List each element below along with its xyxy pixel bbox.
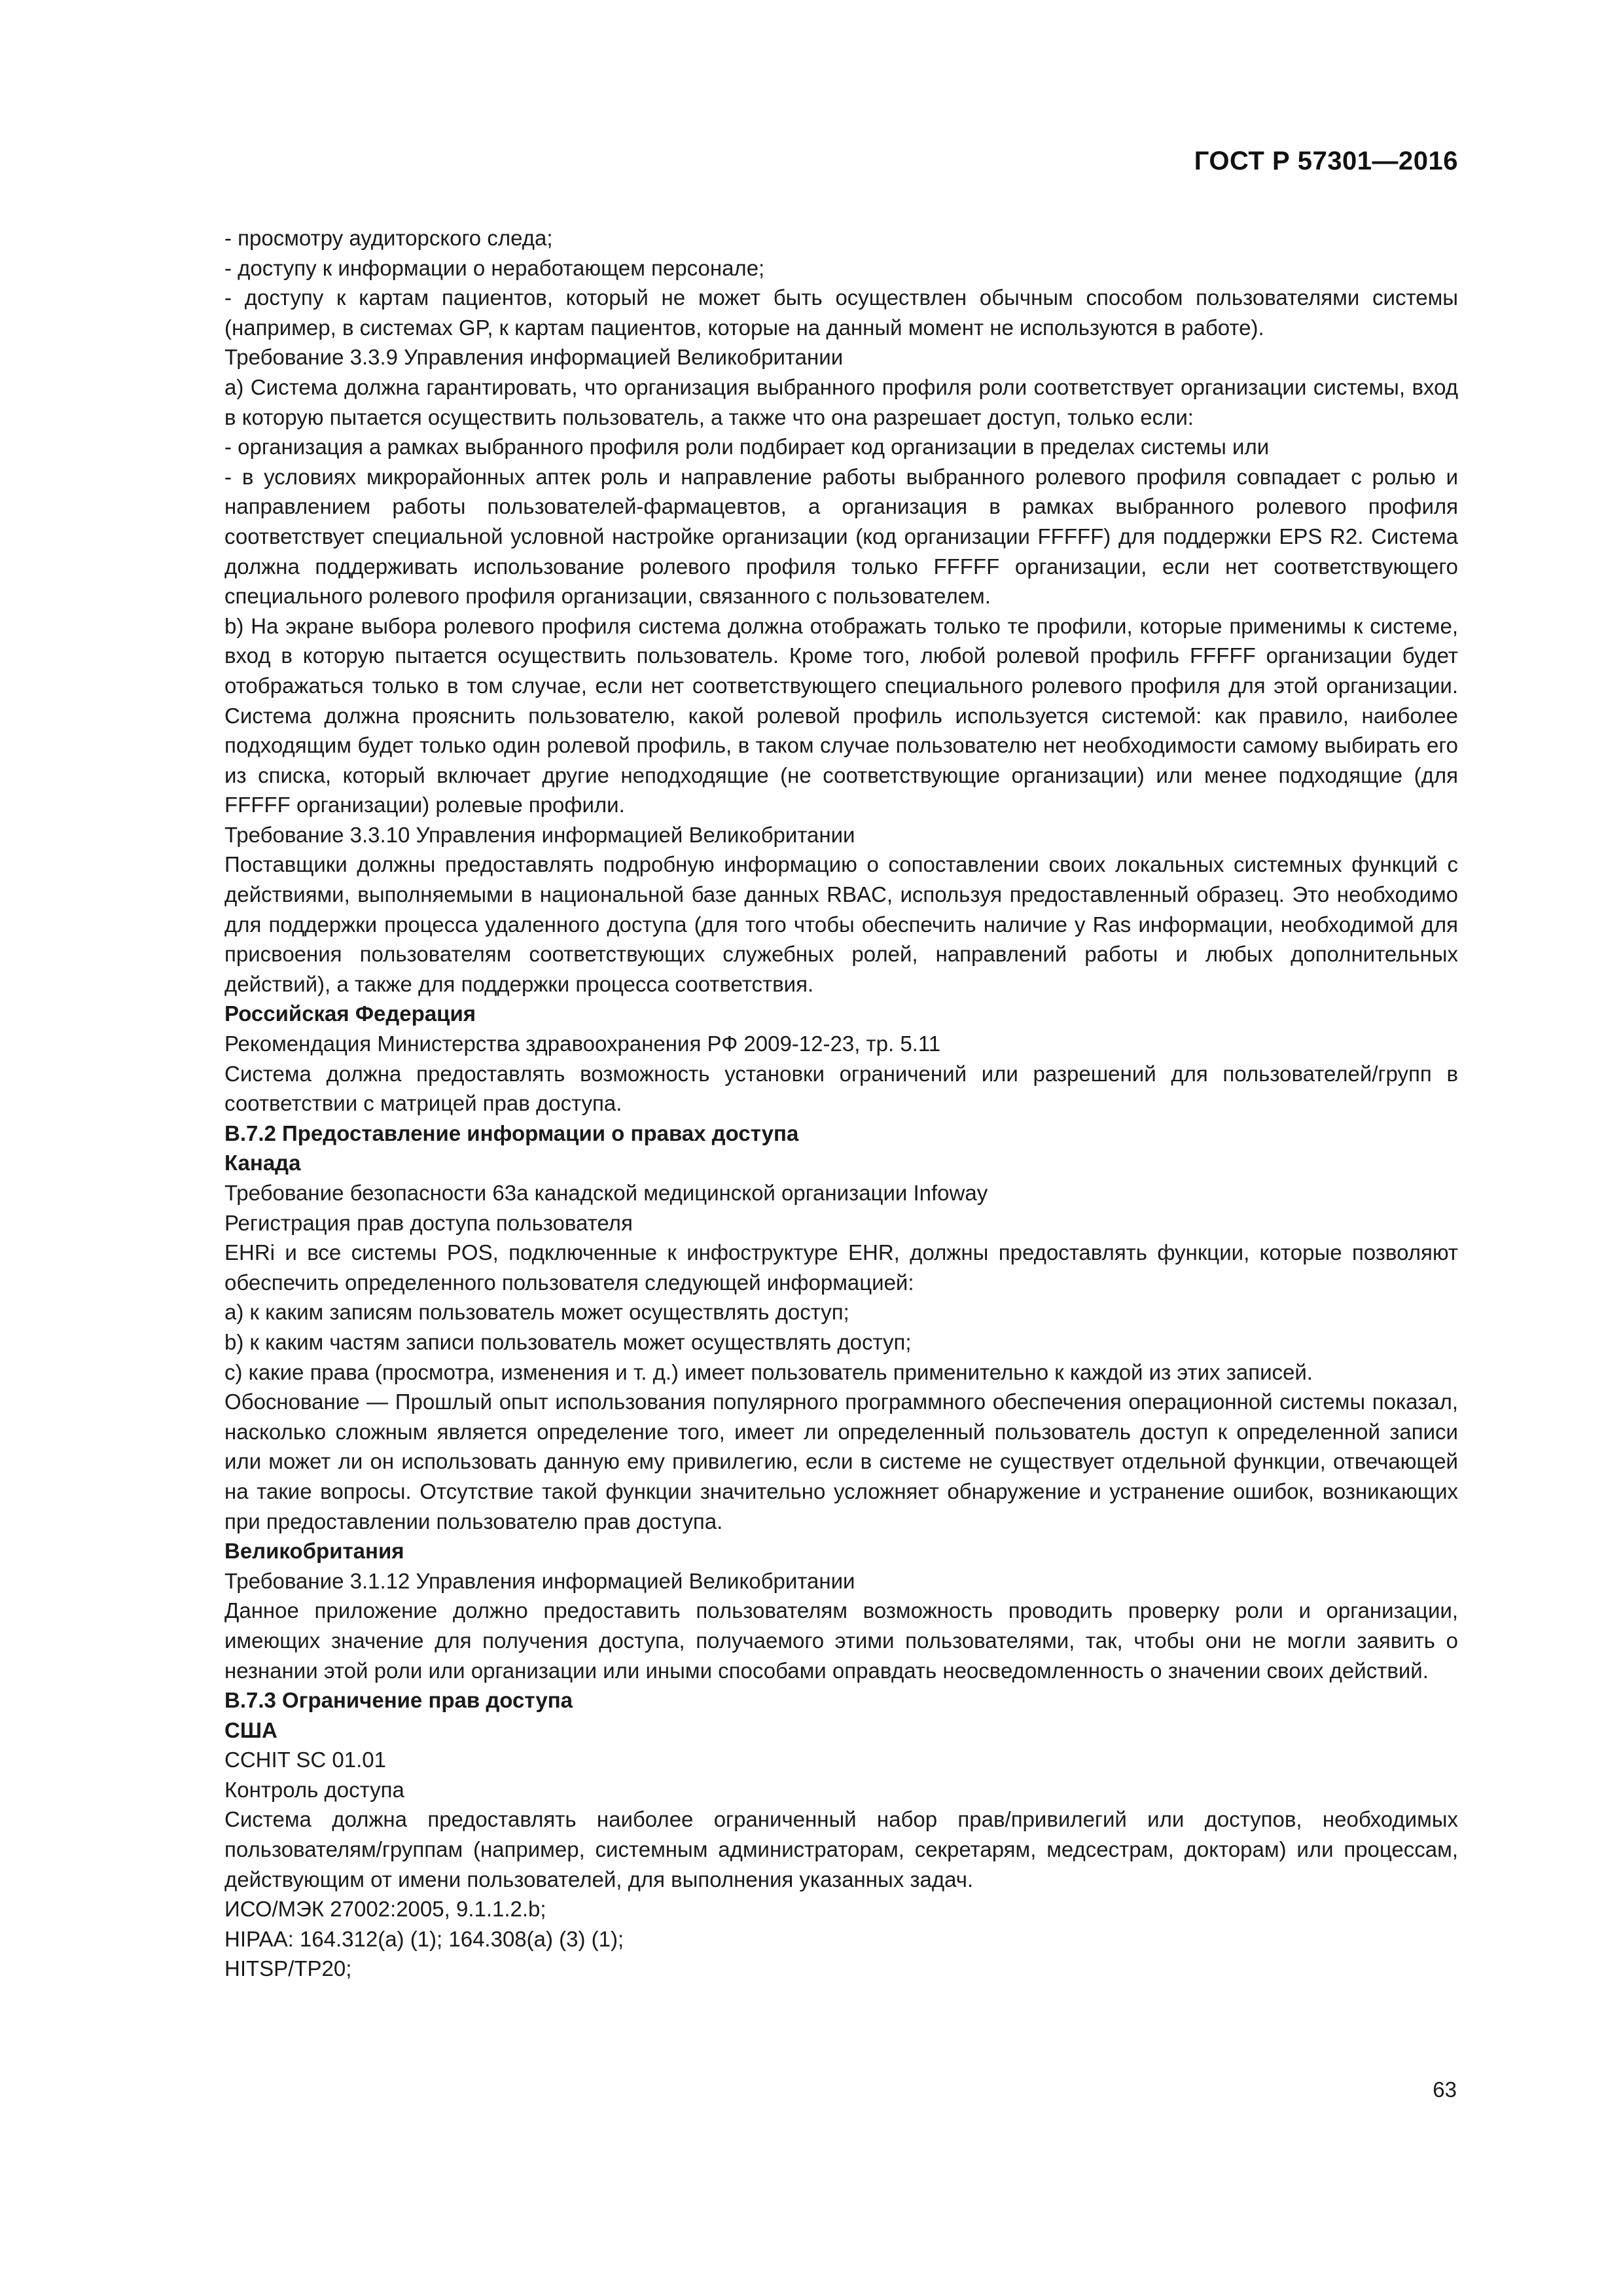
paragraph: - в условиях микрорайонных аптек роль и направление работы выбранного ролевого профиля совпадает с ролью и направлением работы пользователей-фармацевтов, а организация в рамках выбранного ролевого профиля соответствует специальной условной настройке организации (код организации FFFFF) для поддержки EPS R2. Система должна поддерживать использование ролевого профиля только FFFFF организации, если нет соответствующего специального ролевого профиля организации, связанного с пользователем. — [224, 464, 1458, 609]
paragraph: Данное приложение должно предоставить пользователям возможность проводить проверку роли и организации, имеющих значение для получения доступа, получаемого этими пользователями, так, чтобы они не могли заявить о незнании этой роли или организации или иными способами оправдать неосведомленность о значении своих действий. — [224, 1598, 1458, 1683]
paragraph: b) к каким частям записи пользователь может осуществлять доступ; — [224, 1329, 912, 1354]
paragraph: - доступу к информации о неработающем персонале; — [224, 255, 765, 280]
paragraph: Обоснование — Прошлый опыт использования популярного программного обеспечения операционной системы показал, насколько сложным является определение того, имеет ли определенный пользователь доступ к определенной записи или может ли он использовать данную ему привилегию, если в системе не существует отдельной функции, отвечающей на такие вопросы. Отсутствие такой функции значительно усложняет обнаружение и устранение ошибок, возникающих при предоставлении пользователю прав доступа. — [224, 1390, 1458, 1534]
paragraph: HITSP/TP20; — [224, 1956, 352, 1981]
section-heading: Российская Федерация — [224, 1001, 476, 1026]
paragraph: Требование 3.3.10 Управления информацией Великобритании — [224, 822, 855, 847]
paragraph: EHRi и все системы POS, подключенные к инфоструктуре EHR, должны предоставлять функции, которые позволяют обеспечить определенного пользователя следующей информацией: — [224, 1240, 1458, 1295]
paragraph: - доступу к картам пациентов, который не может быть осуществлен обычным способом пользователями системы (например, в системах GP, к картам пациентов, которые на данный момент не используются в работе). — [224, 285, 1458, 340]
paragraph: - просмотру аудиторского следа; — [224, 226, 553, 250]
section-heading: Канада — [224, 1151, 301, 1175]
paragraph: Требование безопасности 63а канадской медицинской организации Infoway — [224, 1181, 988, 1205]
section-heading: В.7.3 Ограничение прав доступа — [224, 1688, 573, 1713]
paragraph: Требование 3.3.9 Управления информацией Великобритании — [224, 345, 844, 370]
paragraph: ИСО/МЭК 27002:2005, 9.1.1.2.b; — [224, 1897, 546, 1922]
paragraph: - организация а рамках выбранного профиля роли подбирает код организации в пределах системы или — [224, 435, 1270, 459]
paragraph: Рекомендация Министерства здравоохранения РФ 2009-12-23, тр. 5.11 — [224, 1031, 941, 1056]
section-heading: В.7.2 Предоставление информации о правах доступа — [224, 1121, 799, 1145]
paragraph: Система должна предоставлять возможность установки ограничений или разрешений для пользователей/групп в соответствии с матрицей прав доступа. — [224, 1061, 1458, 1116]
paragraph: a) к каким записям пользователь может осуществлять доступ; — [224, 1300, 849, 1325]
paragraph: Система должна предоставлять наиболее ограниченный набор прав/привилегий или доступов, необходимых пользователям/группам (например, системным администраторам, секретарям, медсестрам, докторам) или процессам, действующим от имени пользователей, для выполнения указанных задач. — [224, 1807, 1458, 1892]
page-number: 63 — [1433, 2077, 1457, 2102]
paragraph: a) Система должна гарантировать, что организация выбранного профиля роли соответствует организации системы, вход в которую пытается осуществить пользователь, а также что она разрешает доступ, только если: — [224, 374, 1458, 429]
document-body — [224, 223, 1458, 1984]
paragraph: HIPAA: 164.312(a) (1); 164.308(a) (3) (1); — [224, 1926, 624, 1951]
section-heading: Великобритания — [224, 1539, 404, 1564]
paragraph: Требование 3.1.12 Управления информацией Великобритании — [224, 1568, 855, 1593]
paragraph: Контроль доступа — [224, 1777, 404, 1802]
paragraph: c) какие права (просмотра, изменения и т. д.) имеет пользователь применительно к каждой из этих записей. — [224, 1359, 1313, 1384]
paragraph: b) На экране выбора ролевого профиля система должна отображать только те профили, которые применимы к системе, вход в которую пытается осуществить пользователь. Кроме того, любой ролевой профиль FFFFF организации будет отображаться только в том случае, если нет соответствующего специального ролевого профиля для этой организации. Система должна прояснить пользователю, какой ролевой профиль используется системой: как правило, наиболее подходящим будет только один ролевой профиль, в таком случае пользователю нет необходимости самому выбирать его из списка, который включает другие неподходящие (не соответствующие организации) или менее подходящие (для FFFFF организации) ролевые профили. — [224, 613, 1458, 817]
section-heading: США — [224, 1717, 277, 1742]
paragraph: Регистрация прав доступа пользователя — [224, 1210, 633, 1235]
paragraph: CCHIT SC 01.01 — [224, 1748, 386, 1772]
paragraph: Поставщики должны предоставлять подробную информацию о сопоставлении своих локальных системных функций с действиями, выполняемыми в национальной базе данных RBAC, используя предоставленный образец. Это необходимо для поддержки процесса удаленного доступа (для того чтобы обеспечить наличие у Ras информации, необходимой для присвоения пользователям соответствующих служебных ролей, направлений работы и любых дополнительных действий), а также для поддержки процесса соответствия. — [224, 852, 1458, 996]
document-id-header: ГОСТ Р 57301—2016 — [1194, 147, 1458, 175]
